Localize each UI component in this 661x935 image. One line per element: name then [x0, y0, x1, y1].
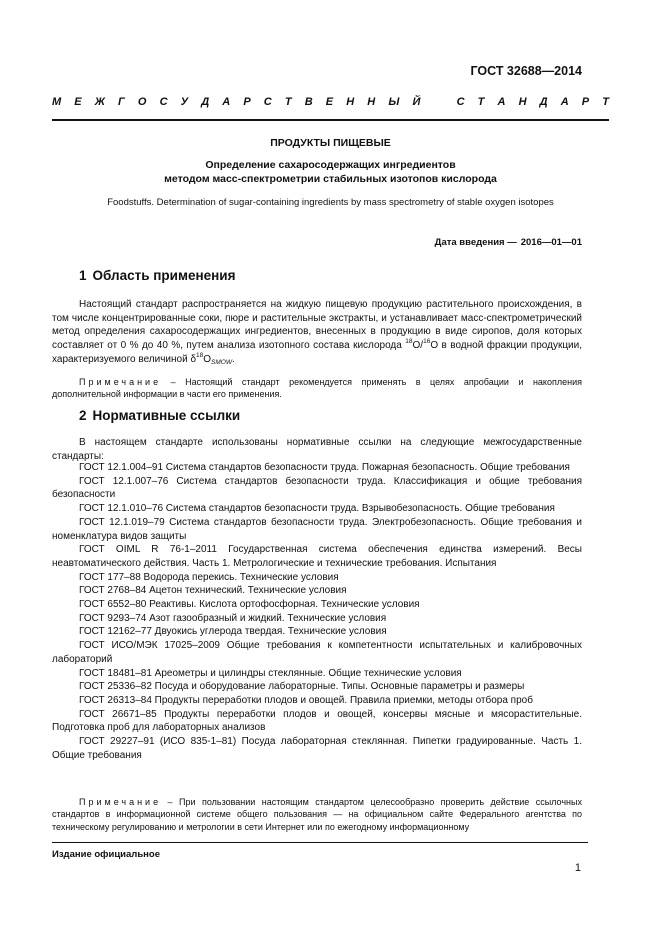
reference-item: ГОСТ 12.1.004–91 Система стандартов безопасности труда. Пожарная безопасность. Общие требования: [79, 462, 570, 473]
isotope-18-sup: 18: [405, 338, 413, 346]
scope-note: [52, 376, 582, 401]
isotope-ratio-mid: O/: [412, 340, 424, 352]
banner-letter: Ж: [94, 96, 105, 108]
reference-item: ГОСТ 2768–84 Ацетон технический. Технические условия: [79, 585, 347, 597]
reference-item: ГОСТ 177–88 Водорода перекись. Технические условия: [79, 571, 339, 583]
english-title: Foodstuffs. Determination of sugar-containing ingredients by mass spectrometry of stable oxygen isotopes: [107, 197, 554, 208]
banner-letter: Е: [325, 96, 334, 108]
isotope-16-sup: 16: [423, 338, 431, 346]
smow-sub: SMOW: [211, 358, 232, 366]
introduction-date: [435, 237, 582, 248]
introduction-date-value: 2016—01—01: [520, 237, 582, 248]
banner-letter: Е: [74, 96, 82, 108]
banner-letter: Р: [581, 96, 590, 108]
official-edition: Издание официальное: [52, 849, 160, 860]
note-text: – При пользовании настоящим стандартом целесообразно проверить действие ссылочных стандартов в информационной системе общего пользования — на официальном сайте Федерального агентства по техническому регулированию и метрологии в сети Интернет или по ежегодному информационному: [52, 797, 582, 832]
footer-rule: [52, 842, 588, 843]
reference-item: ГОСТ ИСО/МЭК 17025–2009 Общие требования к компетентности испытательных и калибровочных лабораторий: [52, 640, 582, 665]
scope-paragraph: [52, 298, 582, 367]
reference-item: ГОСТ 12.1.010–76 Система стандартов безопасности труда. Взрывобезопасность. Общие требования: [79, 503, 555, 515]
banner-letter: А: [497, 96, 506, 108]
reference-item: ГОСТ OIML R 76-1–2011 Государственная система обеспечения единства измерений. Весы неавтоматического действия. Часть 1. Метрологические и технические требования. Испытания: [52, 544, 582, 569]
delta-o: O: [203, 353, 212, 365]
references-note: [52, 796, 582, 833]
banner-letter: О: [137, 96, 147, 108]
banner-letter: В: [304, 96, 313, 108]
header-rule: [52, 119, 609, 121]
section-2-number: 2: [79, 408, 87, 423]
reference-item: ГОСТ 29227–91 (ИСО 835-1–81) Посуда лабораторная стеклянная. Пипетки градуированные. Часть 1. Общие требования: [52, 736, 582, 761]
reference-item: ГОСТ 6552–80 Реактивы. Кислота ортофосфорная. Технические условия: [79, 599, 420, 611]
banner-letter: Н: [518, 96, 527, 108]
banner-letter: С: [456, 96, 465, 108]
interstate-standard-banner: [52, 96, 609, 108]
banner-letter: А: [560, 96, 569, 108]
references-list: [52, 461, 582, 762]
section-2-heading: [79, 408, 240, 423]
banner-letter: Н: [346, 96, 355, 108]
section-1-number: 1: [79, 268, 87, 283]
banner-letter: Д: [201, 96, 210, 108]
banner-letter: Й: [412, 96, 421, 108]
banner-letter: А: [222, 96, 231, 108]
banner-letter: Н: [367, 96, 376, 108]
document-subtitle-line2: методом масс-спектрометрии стабильных изотопов кислорода: [164, 173, 497, 185]
banner-letter: Ы: [388, 96, 400, 108]
introduction-date-label: Дата введения —: [434, 237, 517, 248]
section-2-title: Нормативные ссылки: [92, 408, 241, 423]
reference-item: ГОСТ 9293–74 Азот газообразный и жидкий. Технические условия: [79, 612, 387, 624]
reference-item: ГОСТ 18481–81 Ареометры и цилиндры стеклянные. Общие технические условия: [79, 667, 462, 679]
banner-letter: Т: [284, 96, 292, 108]
reference-item: ГОСТ 12.1.007–76 Система стандартов безопасности труда. Классификация и общие требования безопасности: [52, 475, 582, 501]
banner-letter: Р: [243, 96, 251, 108]
banner-letter: Д: [539, 96, 548, 108]
banner-letter: С: [263, 96, 272, 108]
document-title: ПРОДУКТЫ ПИЩЕВЫЕ: [270, 137, 391, 149]
standard-number: ГОСТ 32688—2014: [470, 64, 582, 78]
reference-item: ГОСТ 12.1.019–79 Система стандартов безопасности труда. Электробезопасность. Общие требования и номенклатура видов защиты: [52, 516, 582, 542]
banner-letter: Т: [477, 96, 485, 108]
reference-item: ГОСТ 25336–82 Посуда и оборудование лабораторные. Типы. Основные параметры и размеры: [79, 681, 525, 693]
reference-item: ГОСТ 26313–84 Продукты переработки плодов и овощей. Правила приемки, методы отбора проб: [79, 694, 533, 706]
banner-letter: Т: [602, 96, 609, 108]
reference-item: ГОСТ 26671–85 Продукты переработки плодов и овощей, консервы мясные и мясорастительные. Подготовка проб для лабораторных анализов: [52, 708, 582, 734]
references-intro: В настоящем стандарте использованы нормативные ссылки на следующие межгосударственные стандарты:: [52, 437, 582, 462]
banner-letter: [433, 96, 443, 108]
note-text: – Настоящий стандарт рекомендуется применять в целях апробации и накопления дополнительной информации в части его применения.: [52, 377, 582, 400]
banner-letter: Г: [118, 96, 125, 108]
banner-letter: У: [180, 96, 189, 108]
isotope-tail: O в водной фракции продукции, характеризуемого величиной δ: [52, 340, 583, 365]
section-1-title: Область применения: [92, 268, 236, 283]
delta-18-sup: 18: [196, 351, 204, 359]
banner-letter: С: [159, 96, 168, 108]
note-label: Примечание: [79, 797, 162, 807]
document-subtitle-line1: Определение сахаросодержащих ингредиентов: [205, 159, 456, 171]
scope-period: .: [232, 353, 235, 365]
scope-text: Настоящий стандарт распространяется на жидкую пищевую продукцию растительного происхождения, в том числе концентрированные соки, пюре и растительные экстракты, и устанавливает масс-спектрометрический метод определения сахаросодержащих ингредиентов, внесенных в продукцию в виде сиропов, доля которых составляет от 0 % до 40 %, путем анализа изотопного состава кислорода: [52, 299, 582, 352]
reference-item: ГОСТ 12162–77 Двуокись углерода твердая. Технические условия: [79, 626, 387, 638]
page-number: 1: [574, 862, 581, 874]
banner-letter: М: [52, 96, 62, 108]
section-1-heading: [79, 268, 235, 283]
note-label: Примечание: [79, 377, 162, 387]
